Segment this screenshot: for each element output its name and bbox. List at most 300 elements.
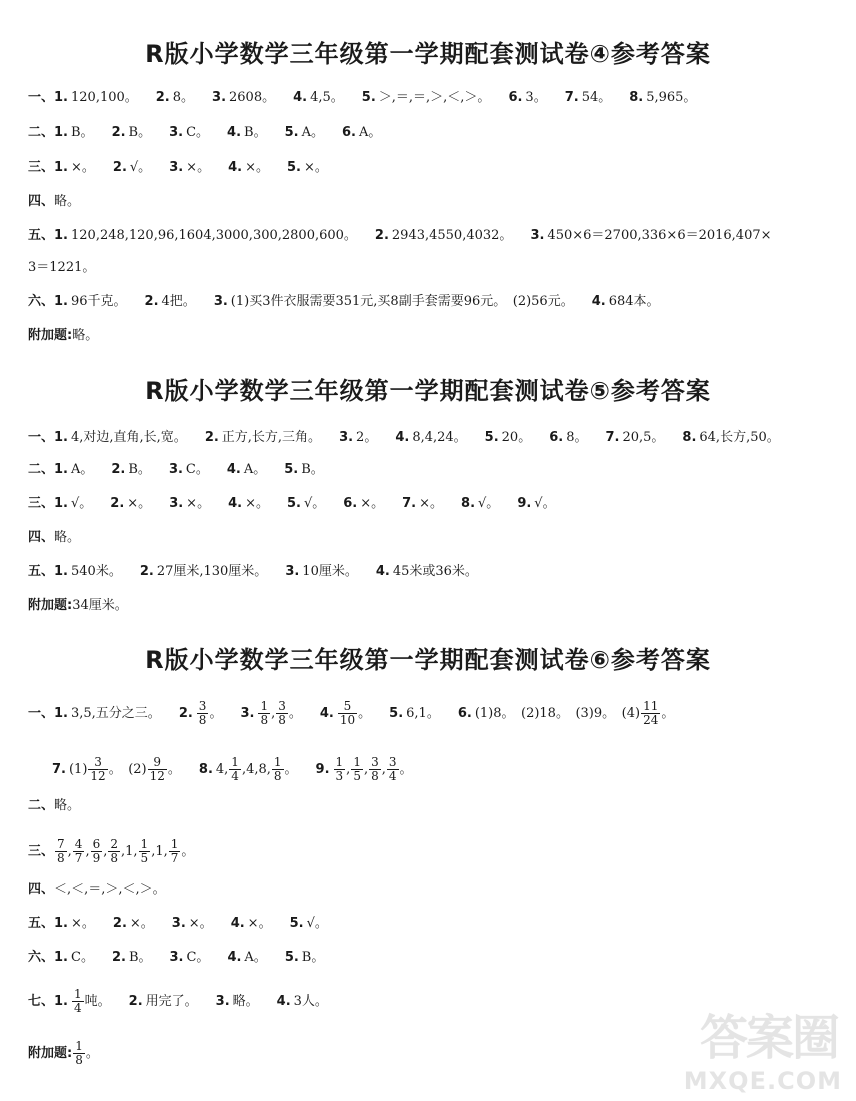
fraction-numerator: 11 (643, 699, 659, 713)
answer-item (152, 950, 210, 965)
answer-item (531, 430, 587, 445)
answer-text: 。 (2) (108, 762, 147, 777)
answer-item (443, 496, 499, 511)
answer-text: 3＝1221。 (28, 260, 96, 275)
fraction-denominator: 8 (371, 769, 379, 783)
question-number: 2. (144, 294, 159, 309)
answer-text: 6,1。 (406, 706, 440, 721)
answer-text: √。 (303, 496, 326, 511)
answer-item (54, 916, 95, 931)
answer-line (28, 1040, 99, 1067)
answer-text: 。 (209, 706, 223, 721)
watermark-url: MXQE.COM (683, 1067, 842, 1095)
fraction (387, 756, 399, 783)
fraction (258, 700, 270, 727)
answer-item (111, 994, 198, 1009)
answer-item (587, 430, 664, 445)
answer-text: A。 (244, 950, 267, 965)
fraction-numerator: 2 (110, 837, 118, 851)
question-number: 2. (111, 125, 126, 140)
answer-text: 。 (181, 844, 195, 859)
answer-line (28, 988, 328, 1015)
answer-line (28, 596, 128, 616)
question-number: 3. (285, 564, 300, 579)
answer-line (28, 948, 324, 968)
answer-text: 用完了。 (145, 994, 198, 1009)
answer-item (161, 699, 223, 727)
fraction (276, 700, 288, 727)
question-number: 4. (319, 706, 334, 721)
question-number: 9. (315, 762, 330, 777)
answer-item (267, 125, 324, 140)
answer-text: 。 (284, 762, 298, 777)
fraction (139, 838, 151, 865)
answer-text: B。 (128, 950, 152, 965)
answer-text: ＞,＝,＝,＞,＜,＞。 (378, 90, 491, 105)
answer-text: √。 (534, 496, 556, 511)
question-number: 8. (682, 430, 697, 445)
answer-line (28, 226, 772, 246)
answer-item (302, 699, 372, 727)
answer-text: √。 (129, 160, 152, 175)
fraction (351, 756, 363, 783)
answer-text: ×。 (129, 916, 154, 931)
answer-text: ,4,8, (241, 762, 271, 777)
answer-text: 540米。 (71, 564, 122, 579)
answer-text: A。 (358, 125, 382, 140)
question-number: 2. (374, 228, 389, 243)
answer-text: 20。 (501, 430, 532, 445)
answer-text: 684本。 (608, 294, 660, 309)
answer-text: 8。 (566, 430, 588, 445)
answer-item (547, 90, 612, 105)
question-number: 3. (339, 430, 354, 445)
question-number: 3. (212, 90, 227, 105)
answer-text: 略。 (54, 530, 81, 545)
question-number: 4. (227, 125, 242, 140)
answer-item (198, 994, 259, 1009)
answer-text: 略。 (54, 798, 81, 813)
question-number: 4. (227, 950, 242, 965)
answer-line (28, 796, 80, 816)
fraction-denominator: 5 (140, 851, 149, 865)
question-number: 3. (169, 950, 184, 965)
question-number: 4. (293, 90, 308, 105)
answer-item (512, 228, 771, 243)
answer-item (54, 125, 94, 140)
answer-item (209, 950, 266, 965)
answer-text: 4,5。 (310, 90, 344, 105)
answer-item (324, 125, 381, 140)
answer-item (499, 496, 555, 511)
answer-text: 。 (399, 762, 413, 777)
fraction-numerator: 3 (371, 755, 379, 769)
answer-text: 3人。 (293, 994, 328, 1009)
question-number: 6. (508, 90, 523, 105)
fraction-numerator: 1 (353, 755, 361, 769)
question-number: 7. (605, 430, 620, 445)
answer-item (72, 598, 128, 613)
answer-text: ×。 (245, 160, 269, 175)
part-label: 二、 (28, 125, 55, 140)
answer-item (344, 90, 491, 105)
part-label: 三、 (28, 496, 55, 511)
answer-item (210, 160, 269, 175)
question-number: 4. (375, 564, 390, 579)
answer-item (269, 160, 328, 175)
answer-text: C。 (186, 125, 210, 140)
answer-text: , (381, 762, 386, 777)
fraction (91, 838, 103, 865)
answer-text: C。 (186, 950, 210, 965)
answer-item (28, 260, 95, 275)
answer-text: 4,对边,直角,长,宽。 (71, 430, 187, 445)
answer-text: 8。 (172, 90, 195, 105)
answer-text: ×。 (71, 916, 95, 931)
answer-line (28, 460, 324, 480)
answer-text: √。 (306, 916, 328, 931)
answer-text: ×。 (186, 160, 211, 175)
question-number: 2. (112, 916, 127, 931)
fraction-denominator: 8 (273, 769, 282, 783)
answer-line (28, 158, 328, 178)
fraction (55, 838, 67, 865)
question-number: 2. (111, 950, 126, 965)
answer-text: ×。 (188, 916, 213, 931)
fraction-denominator: 12 (149, 769, 165, 783)
answer-text: 45米或36米。 (392, 564, 478, 579)
question-number: 8. (198, 762, 213, 777)
fraction-numerator: 1 (75, 1039, 83, 1053)
answer-text: (1)买3件衣服需要351元,买8副手套需要96元。 (2)56元。 (230, 294, 574, 309)
answer-text: A。 (301, 125, 324, 140)
answer-item (259, 994, 328, 1009)
question-number: 3. (169, 496, 184, 511)
answer-text: ×。 (419, 496, 444, 511)
answer-item (209, 462, 266, 477)
answer-line (28, 880, 166, 900)
answer-text: ×。 (186, 496, 211, 511)
question-number: 1. (54, 462, 68, 477)
answer-line (28, 258, 95, 278)
fraction-numerator: 1 (170, 837, 179, 851)
answer-text: 4把。 (161, 294, 196, 309)
question-number: 2. (178, 706, 193, 721)
fraction-denominator: 3 (335, 769, 344, 783)
part-label: 附加题: (28, 598, 73, 613)
question-number: 1. (54, 916, 68, 931)
answer-text: , (85, 844, 90, 859)
answer-item (95, 160, 151, 175)
question-number: 5. (286, 160, 301, 175)
answer-item (321, 430, 377, 445)
question-number: 1. (54, 564, 68, 579)
answer-text: ×。 (71, 160, 95, 175)
answer-text: B。 (244, 125, 267, 140)
answer-text: ,1, (121, 844, 138, 859)
answer-text: 。 (167, 762, 181, 777)
answer-text: 34厘米。 (72, 598, 128, 613)
question-number: 1. (54, 496, 68, 511)
fraction-denominator: 8 (198, 713, 207, 727)
fraction-numerator: 4 (74, 837, 83, 851)
fraction-numerator: 1 (140, 837, 149, 851)
fraction-numerator: 7 (57, 837, 65, 851)
answer-text: 。 (85, 1046, 99, 1061)
answer-text: 略。 (232, 994, 259, 1009)
answer-item (54, 882, 166, 897)
fraction-numerator: 5 (338, 700, 357, 714)
answer-text: A。 (71, 462, 94, 477)
part-label: 三、 (28, 160, 55, 175)
answer-item (357, 228, 513, 243)
answer-item (54, 496, 92, 511)
fraction (197, 700, 209, 727)
question-number: 3. (169, 160, 184, 175)
answer-text: 3。 (525, 90, 547, 105)
question-number: 5. (484, 430, 499, 445)
answer-text: (1)8。 (2)18。 (3)9。 (4) (474, 706, 641, 721)
question-number: 2. (128, 994, 143, 1009)
answer-item (54, 530, 80, 545)
answer-item (611, 90, 696, 105)
answer-text: (1) (68, 762, 88, 777)
question-number: 9. (517, 496, 532, 511)
fraction (334, 756, 346, 783)
answer-text: 5,965。 (646, 90, 697, 105)
answer-item (196, 294, 574, 309)
answer-item (72, 1039, 99, 1067)
answer-line (28, 326, 98, 346)
part-label: 六、 (28, 950, 55, 965)
watermark-text: 答案圈 (699, 1010, 838, 1066)
answer-text: A。 (243, 462, 267, 477)
answer-item (440, 699, 675, 727)
answer-line (28, 914, 328, 934)
answer-item (54, 837, 195, 865)
question-number: 3. (169, 125, 184, 140)
answer-line (28, 88, 696, 108)
answer-item (325, 496, 384, 511)
answer-item (127, 294, 196, 309)
fraction-numerator: 1 (273, 755, 282, 769)
answer-item (54, 462, 93, 477)
question-number: 8. (629, 90, 644, 105)
question-number: 1. (54, 90, 68, 105)
question-number: 2. (110, 496, 125, 511)
answer-item (151, 125, 209, 140)
question-number: 3. (215, 994, 230, 1009)
answer-line (28, 528, 80, 548)
answer-item (54, 950, 94, 965)
answer-item (222, 699, 302, 727)
answer-text: √。 (71, 496, 93, 511)
answer-item (298, 755, 413, 783)
fraction-denominator: 4 (388, 769, 397, 783)
question-number: 1. (54, 950, 68, 965)
question-number: 6. (343, 496, 358, 511)
question-number: 4. (395, 430, 410, 445)
fraction-denominator: 10 (339, 713, 356, 727)
question-number: 6. (549, 430, 564, 445)
answer-item (275, 90, 344, 105)
fraction-denominator: 8 (110, 851, 118, 865)
fraction-denominator: 8 (75, 1053, 83, 1067)
question-number: 7. (402, 496, 417, 511)
answer-text: 8,4,24。 (412, 430, 467, 445)
fraction-denominator: 4 (231, 769, 239, 783)
answer-item (95, 916, 154, 931)
answer-text: 120,248,120,96,1604,3000,300,2800,600。 (71, 228, 357, 243)
answer-text: 正方,长方,三角。 (221, 430, 322, 445)
answer-text: ×。 (245, 496, 269, 511)
part-label: 一、 (28, 90, 55, 105)
part-label: 四、 (28, 194, 55, 209)
answer-item (94, 125, 152, 140)
question-number: 1. (54, 706, 68, 721)
answer-text: 96千克。 (71, 294, 127, 309)
answer-text: ×。 (360, 496, 385, 511)
question-number: 6. (457, 706, 472, 721)
answer-text: 。 (661, 706, 675, 721)
answer-item (194, 90, 275, 105)
answer-item (267, 950, 325, 965)
answer-item (664, 430, 779, 445)
answer-text: 。 (288, 706, 302, 721)
question-number: 7. (52, 762, 66, 777)
fraction-numerator: 1 (231, 755, 239, 769)
answer-text: B。 (128, 462, 151, 477)
fraction-denominator: 8 (278, 713, 286, 727)
question-number: 7. (564, 90, 579, 105)
fraction (229, 756, 241, 783)
question-number: 3. (171, 916, 186, 931)
answer-item (210, 496, 269, 511)
answer-text: 64,长方,50。 (699, 430, 780, 445)
answer-item (181, 755, 298, 783)
question-number: 5. (284, 950, 299, 965)
fraction (73, 838, 85, 865)
answer-item (54, 706, 161, 721)
answer-item (358, 564, 478, 579)
answer-item (72, 328, 98, 343)
question-number: 2. (155, 90, 170, 105)
answer-text: 54。 (581, 90, 612, 105)
answer-text: 略。 (54, 194, 81, 209)
fraction-numerator: 9 (148, 756, 167, 770)
answer-item (54, 987, 111, 1015)
answer-item (209, 125, 267, 140)
answer-text: 2943,4550,4032。 (391, 228, 513, 243)
section-title: R版小学数学三年级第一学期配套测试卷⑥参考答案 (145, 646, 711, 674)
question-number: 1. (54, 994, 68, 1009)
question-number: 3. (530, 228, 545, 243)
answer-item (371, 706, 440, 721)
fraction-numerator: 1 (260, 699, 269, 713)
answer-line (28, 192, 80, 212)
answer-text: , (271, 706, 276, 721)
answer-text: , (67, 844, 72, 859)
answer-text: 450×6＝2700,336×6＝2016,407× (547, 228, 772, 243)
fraction-denominator: 7 (74, 851, 83, 865)
answer-text: 吨。 (84, 994, 111, 1009)
answer-text: 20,5。 (622, 430, 665, 445)
answer-item (151, 160, 210, 175)
question-number: 8. (461, 496, 476, 511)
fraction-denominator: 8 (260, 713, 269, 727)
question-number: 2. (204, 430, 219, 445)
answer-text: ×。 (247, 916, 272, 931)
answer-text: B。 (71, 125, 94, 140)
answer-text: C。 (185, 462, 209, 477)
question-number: 2. (112, 160, 127, 175)
answer-text: ,1, (151, 844, 168, 859)
question-number: 3. (168, 462, 183, 477)
question-number: 5. (284, 462, 299, 477)
answer-line (28, 428, 780, 448)
answer-item (54, 294, 127, 309)
fraction-denominator: 4 (74, 1001, 82, 1015)
question-number: 2. (111, 462, 126, 477)
question-number: 1. (54, 160, 68, 175)
question-number: 1. (54, 228, 68, 243)
answer-item (94, 950, 152, 965)
answer-text: , (103, 844, 108, 859)
question-number: 4. (228, 496, 243, 511)
answer-line (28, 123, 381, 143)
fraction (169, 838, 181, 865)
answer-item (54, 564, 122, 579)
fraction-numerator: 3 (198, 699, 207, 713)
answer-item (122, 564, 267, 579)
fraction-numerator: 3 (278, 699, 286, 713)
answer-item (54, 228, 357, 243)
part-label: 一、 (28, 706, 55, 721)
fraction (338, 700, 357, 727)
part-label: 附加题: (28, 1046, 73, 1061)
answer-text: 4, (215, 762, 229, 777)
answer-text: 120,100。 (71, 90, 138, 105)
question-number: 5. (289, 916, 304, 931)
answer-item (151, 496, 210, 511)
answer-item (213, 916, 272, 931)
fraction-numerator: 1 (74, 987, 82, 1001)
question-number: 2. (139, 564, 154, 579)
fraction (272, 756, 284, 783)
part-label: 三、 (28, 844, 55, 859)
answer-text: √。 (478, 496, 500, 511)
fraction (148, 756, 167, 783)
answer-line (28, 838, 194, 865)
fraction-denominator: 24 (643, 713, 659, 727)
answer-text: B。 (128, 125, 152, 140)
section-title: R版小学数学三年级第一学期配套测试卷④参考答案 (145, 40, 711, 68)
answer-text: ×。 (303, 160, 328, 175)
question-number: 5. (361, 90, 376, 105)
answer-item (93, 462, 151, 477)
question-number: 5. (286, 496, 301, 511)
section-title: R版小学数学三年级第一学期配套测试卷⑤参考答案 (145, 377, 711, 405)
answer-item (151, 462, 209, 477)
question-number: 4. (230, 916, 245, 931)
part-label: 五、 (28, 564, 55, 579)
fraction (641, 700, 660, 727)
part-label: 六、 (28, 294, 55, 309)
answer-text: 3,5,五分之三。 (71, 706, 161, 721)
answer-text: , (363, 762, 369, 777)
part-label: 七、 (28, 994, 55, 1009)
fraction (108, 838, 120, 865)
